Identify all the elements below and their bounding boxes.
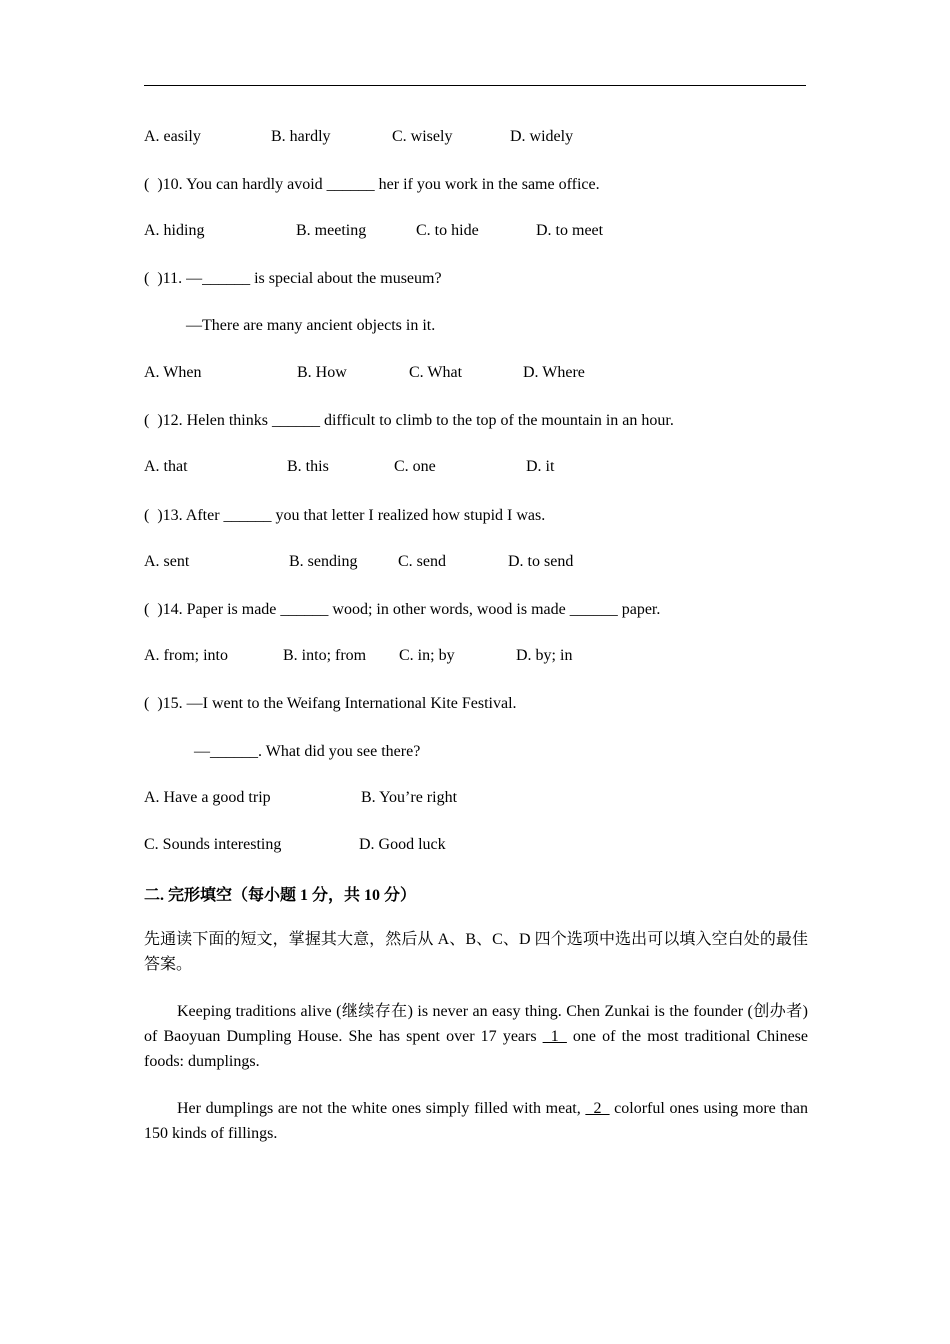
passage-p1-text-a: Keeping traditions alive (继续存在) is never an easy thing. Chen Zunkai is the founder (创办者) of Baoyuan Dumpling House. She has spent over 17 years — [144, 1003, 808, 1045]
q9-option-c: C. wisely — [392, 128, 453, 145]
header-rule — [144, 85, 806, 86]
q9-option-b: B. hardly — [271, 128, 331, 145]
q9-option-a: A. easily — [144, 128, 201, 145]
passage-paragraph-1 — [144, 999, 808, 1074]
q15-option-b: B. You’re right — [361, 789, 458, 806]
q15-reply: —______. What did you see there? — [194, 743, 421, 760]
q13-option-c: C. send — [398, 553, 446, 570]
q12-option-a: A. that — [144, 458, 188, 475]
q10-option-d: D. to meet — [536, 222, 604, 239]
section2-instruction: 先通读下面的短文，掌握其大意，然后从 A、B、C、D 四个选项中选出可以填入空白处的最佳答案。 — [144, 931, 808, 973]
q14-stem: ( )14. Paper is made ______ wood; in other words, wood is made ______ paper. — [144, 601, 661, 618]
passage-p2-text-a: Her dumplings are not the white ones simply filled with meat, — [177, 1100, 586, 1117]
q12-stem: ( )12. Helen thinks ______ difficult to climb to the top of the mountain in an hour. — [144, 412, 674, 429]
q10-option-b: B. meeting — [296, 222, 367, 239]
passage-paragraph-2 — [144, 1096, 808, 1146]
q12-option-b: B. this — [287, 458, 329, 475]
q11-option-c: C. What — [409, 364, 463, 381]
q9-option-d: D. widely — [510, 128, 574, 145]
section2-title: 二. 完形填空（每小题 1 分，共 10 分） — [144, 887, 417, 904]
q14-option-c: C. in; by — [399, 647, 455, 664]
q15-option-a: A. Have a good trip — [144, 789, 271, 806]
passage-blank-2: _2_ — [585, 1100, 610, 1117]
q10-stem: ( )10. You can hardly avoid ______ her if you work in the same office. — [144, 176, 600, 193]
q14-option-b: B. into; from — [283, 647, 367, 664]
q13-option-a: A. sent — [144, 553, 190, 570]
q11-option-d: D. Where — [523, 364, 585, 381]
q10-option-c: C. to hide — [416, 222, 479, 239]
q11-reply: —There are many ancient objects in it. — [186, 317, 436, 334]
q14-option-a: A. from; into — [144, 647, 228, 664]
q15-stem: ( )15. —I went to the Weifang International Kite Festival. — [144, 695, 517, 712]
q13-option-d: D. to send — [508, 553, 574, 570]
q11-option-b: B. How — [297, 364, 347, 381]
q15-option-c: C. Sounds interesting — [144, 836, 282, 853]
passage-p2-text-b: colorful ones using more than 150 kinds of fillings. — [144, 1100, 808, 1142]
q11-option-a: A. When — [144, 364, 202, 381]
q11-stem: ( )11. —______ is special about the museum? — [144, 270, 442, 287]
q14-option-d: D. by; in — [516, 647, 573, 664]
passage-p1-text-b: one of the most traditional Chinese foods: dumplings. — [144, 1028, 809, 1070]
passage-blank-1: _1_ — [542, 1028, 567, 1045]
q12-option-c: C. one — [394, 458, 436, 475]
q15-option-d: D. Good luck — [359, 836, 446, 853]
q12-option-d: D. it — [526, 458, 555, 475]
q13-stem: ( )13. After ______ you that letter I realized how stupid I was. — [144, 507, 546, 524]
q10-option-a: A. hiding — [144, 222, 205, 239]
q13-option-b: B. sending — [289, 553, 358, 570]
